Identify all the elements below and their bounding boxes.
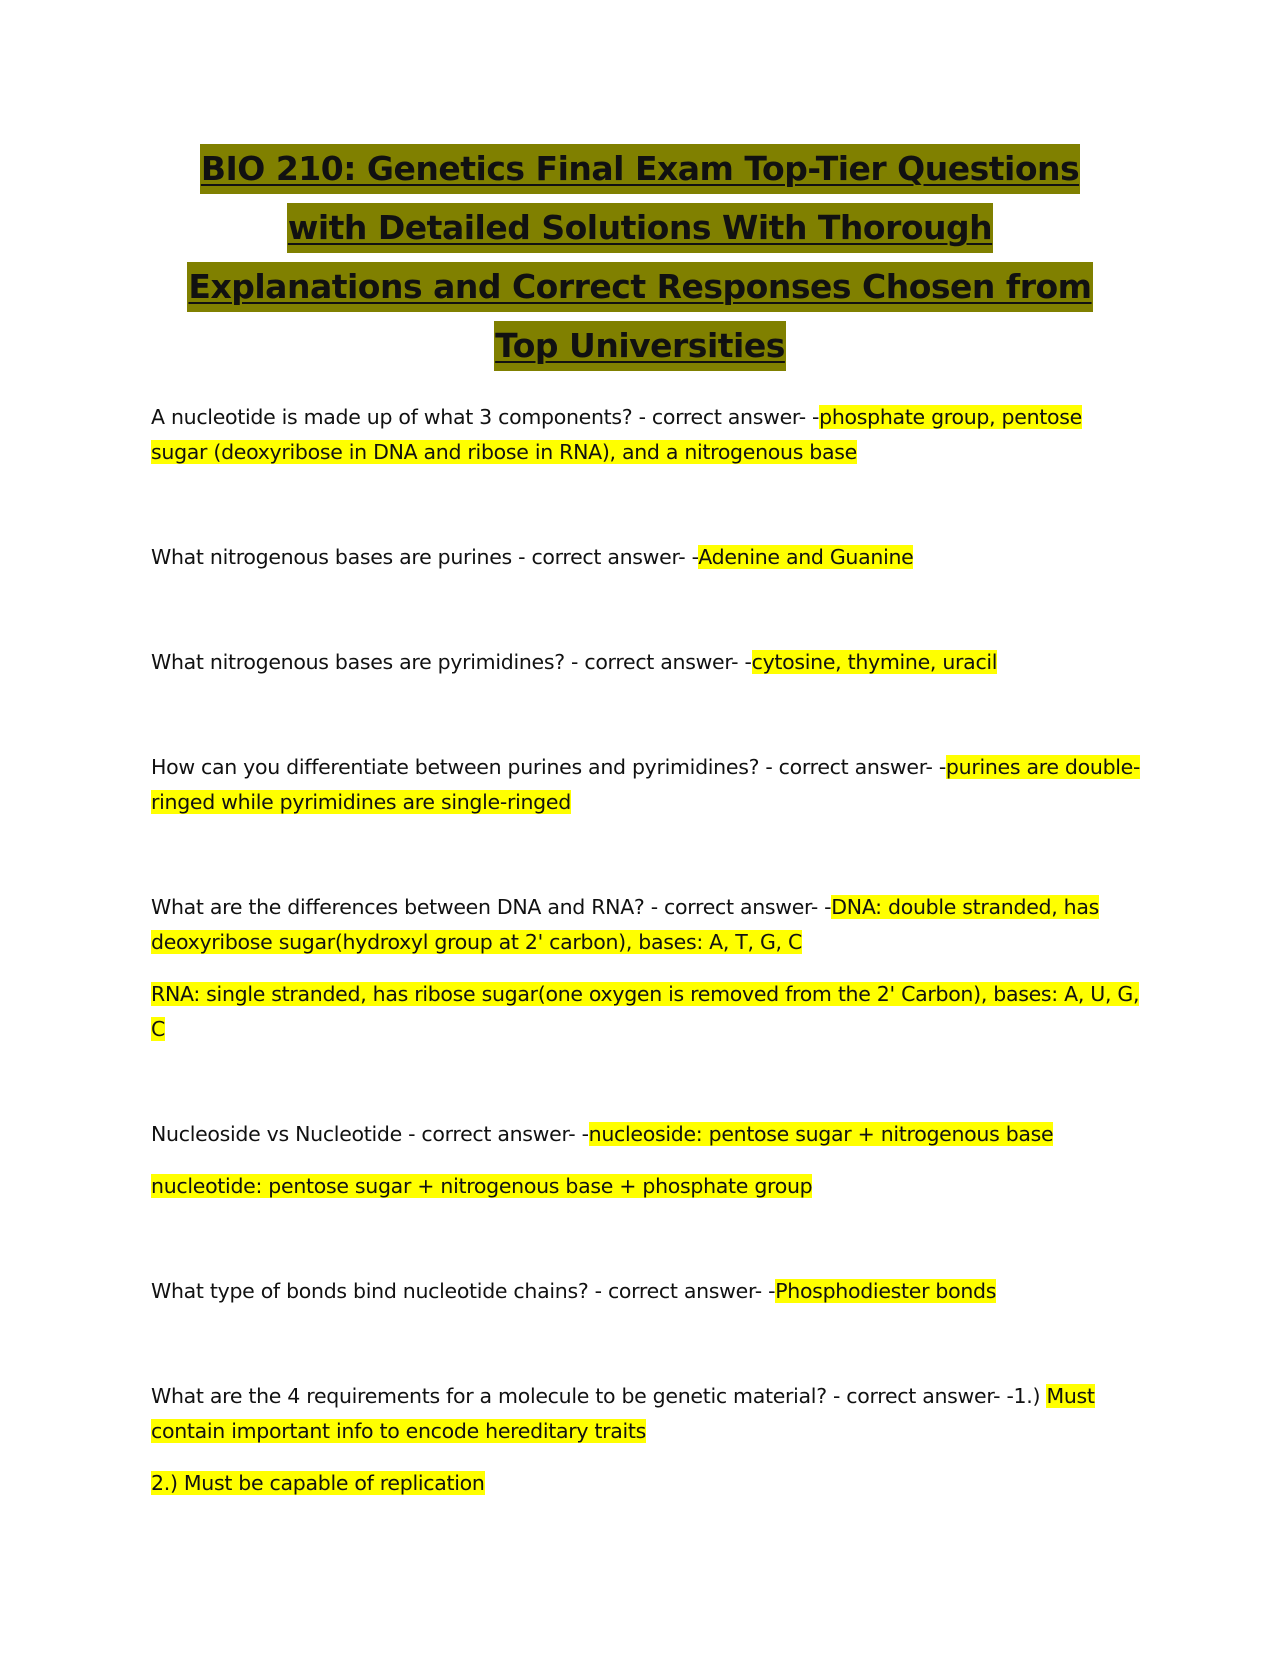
- question-text: How can you differentiate between purines and pyrimidines? - correct answer- -: [151, 755, 946, 779]
- title-line: with Detailed Solutions With Thorough: [287, 203, 993, 253]
- qa-item: [151, 645, 1141, 680]
- question-text: A nucleotide is made up of what 3 components? - correct answer- -: [151, 405, 820, 429]
- answer-text: Phosphodiester bonds: [775, 1279, 997, 1303]
- qa-item: [151, 890, 1141, 960]
- qa-item: [151, 1117, 1141, 1152]
- question-text: What type of bonds bind nucleotide chains? - correct answer- -: [151, 1279, 776, 1303]
- qa-list: [151, 400, 1141, 1501]
- answer-continuation: [151, 1466, 1141, 1501]
- qa-item: [151, 1274, 1141, 1309]
- document-title: [120, 144, 1160, 380]
- answer-text: DNA: double stranded, has deoxyribose sugar(hydroxyl group at 2' carbon), bases: A, T, G, C: [151, 895, 1099, 954]
- question-text: What are the 4 requirements for a molecule to be genetic material? - correct answer- -1.): [151, 1384, 1041, 1408]
- title-line: Top Universities: [494, 321, 786, 371]
- qa-item: [151, 1379, 1141, 1449]
- qa-item: [151, 750, 1141, 820]
- answer-text: RNA: single stranded, has ribose sugar(one oxygen is removed from the 2' Carbon), bases: A, U, G, C: [151, 982, 1140, 1041]
- answer-continuation: [151, 977, 1141, 1047]
- answer-continuation: [151, 1169, 1141, 1204]
- answer-text: purines are double-ringed while pyrimidines are single-ringed: [151, 755, 1141, 814]
- answer-text: phosphate group, pentose sugar (deoxyribose in DNA and ribose in RNA), and a nitrogenous base: [151, 405, 1082, 464]
- answer-text: cytosine, thymine, uracil: [751, 650, 998, 674]
- question-text: What nitrogenous bases are purines - correct answer- -: [151, 545, 699, 569]
- qa-item: [151, 400, 1141, 470]
- question-text: What nitrogenous bases are pyrimidines? - correct answer- -: [151, 650, 752, 674]
- qa-item: [151, 540, 1141, 575]
- answer-text: Adenine and Guanine: [698, 545, 914, 569]
- title-line: BIO 210: Genetics Final Exam Top-Tier Questions: [200, 144, 1080, 194]
- answer-text: 2.) Must be capable of replication: [151, 1471, 485, 1495]
- question-text: What are the differences between DNA and RNA? - correct answer- -: [151, 895, 832, 919]
- answer-text: nucleoside: pentose sugar + nitrogenous base: [588, 1122, 1054, 1146]
- question-text: Nucleoside vs Nucleotide - correct answer- -: [151, 1122, 589, 1146]
- answer-text: nucleotide: pentose sugar + nitrogenous base + phosphate group: [151, 1174, 813, 1198]
- title-line: Explanations and Correct Responses Chosen from: [187, 262, 1092, 312]
- answer-text: Must contain important info to encode hereditary traits: [151, 1384, 1095, 1443]
